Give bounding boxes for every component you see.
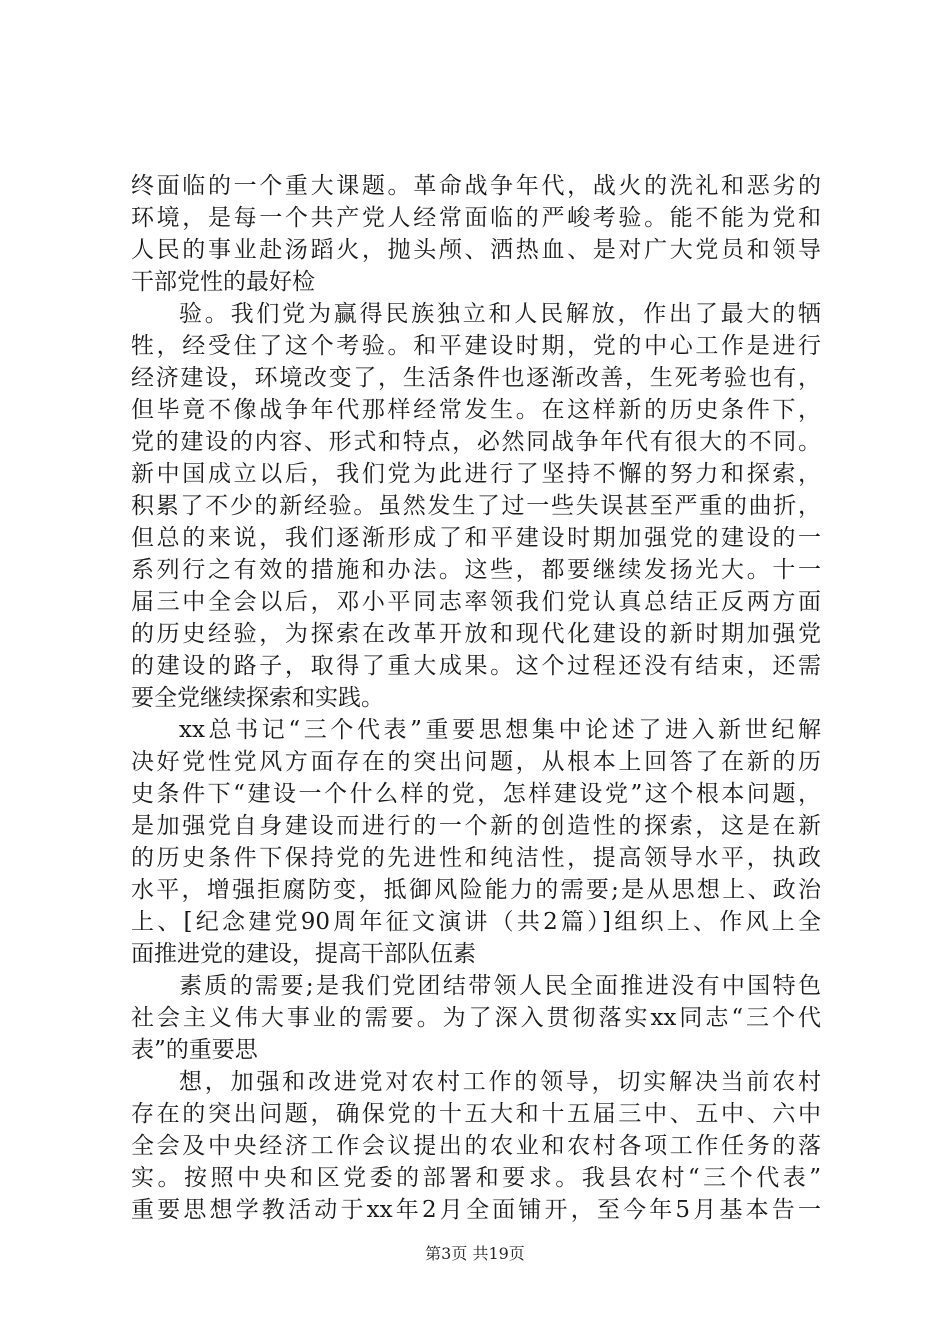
text-line: 的历史经验，为探索在改革开放和现代化建设的新时期加强党: [131, 621, 821, 647]
text-line: 全会及中央经济工作会议提出的农业和农村各项工作任务的落: [131, 1133, 821, 1159]
text-line: 的建设的路子，取得了重大成果。这个过程还没有结束，还需: [131, 653, 821, 679]
text-line: 新中国成立以后，我们党为此进行了坚持不懈的努力和探索，: [131, 461, 821, 487]
text-line: 的历史条件下保持党的先进性和纯洁性，提高领导水平，执政: [131, 845, 821, 871]
text-line: 重要思想学教活动于xx年2月全面铺开，至今年5月基本告一: [131, 1197, 821, 1223]
text-line: 牲，经受住了这个考验。和平建设时期，党的中心工作是进行: [131, 333, 821, 359]
page-footer: 第3页 共19页: [425, 1244, 525, 1263]
text-line: 决好党性党风方面存在的突出问题，从根本上回答了在新的历: [131, 749, 821, 775]
text-line: 但总的来说，我们逐渐形成了和平建设时期加强党的建设的一: [131, 525, 821, 551]
document-body: [131, 170, 821, 1226]
text-line: 面推进党的建设，提高干部队伍素: [131, 941, 476, 967]
text-line: 史条件下“建设一个什么样的党，怎样建设党”这个根本问题，: [131, 781, 821, 807]
text-line: 积累了不少的新经验。虽然发生了过一些失误甚至严重的曲折，: [131, 493, 821, 519]
text-line: 届三中全会以后，邓小平同志率领我们党认真总结正反两方面: [131, 589, 821, 615]
text-line: 表”的重要思: [131, 1037, 258, 1063]
text-line: 是加强党自身建设而进行的一个新的创造性的探索，这是在新: [131, 813, 821, 839]
text-line: 验。我们党为赢得民族独立和人民解放，作出了最大的牺: [179, 301, 821, 327]
text-line: 实。按照中央和区党委的部署和要求。我县农村“三个代表”: [131, 1165, 821, 1191]
text-line: 社会主义伟大事业的需要。为了深入贯彻落实xx同志“三个代: [131, 1005, 821, 1031]
text-line: 要全党继续探索和实践。: [131, 685, 384, 711]
text-line: 人民的事业赴汤蹈火，抛头颅、洒热血、是对广大党员和领导: [131, 237, 821, 263]
text-line: 素质的需要;是我们党团结带领人民全面推进没有中国特色: [179, 973, 821, 999]
text-line: 想，加强和改进党对农村工作的领导，切实解决当前农村: [179, 1069, 821, 1095]
text-line: 环境，是每一个共产党人经常面临的严峻考验。能不能为党和: [131, 205, 821, 231]
text-line: 但毕竟不像战争年代那样经常发生。在这样新的历史条件下，: [131, 397, 821, 423]
text-line: 干部党性的最好检: [131, 269, 315, 295]
text-line: 终面临的一个重大课题。革命战争年代，战火的洗礼和恶劣的: [131, 173, 821, 199]
text-line: 上、[纪念建党90周年征文演讲（共2篇）]组织上、作风上全: [131, 909, 821, 935]
text-line: xx总书记“三个代表”重要思想集中论述了进入新世纪解: [179, 717, 821, 743]
text-line: 系列行之有效的措施和办法。这些，都要继续发扬光大。十一: [131, 557, 821, 583]
text-line: 党的建设的内容、形式和特点，必然同战争年代有很大的不同。: [131, 429, 821, 455]
text-line: 存在的突出问题，确保党的十五大和十五届三中、五中、六中: [131, 1101, 821, 1127]
text-line: 经济建设，环境改变了，生活条件也逐渐改善，生死考验也有，: [131, 365, 821, 391]
text-line: 水平，增强拒腐防变，抵御风险能力的需要;是从思想上、政治: [131, 877, 821, 903]
